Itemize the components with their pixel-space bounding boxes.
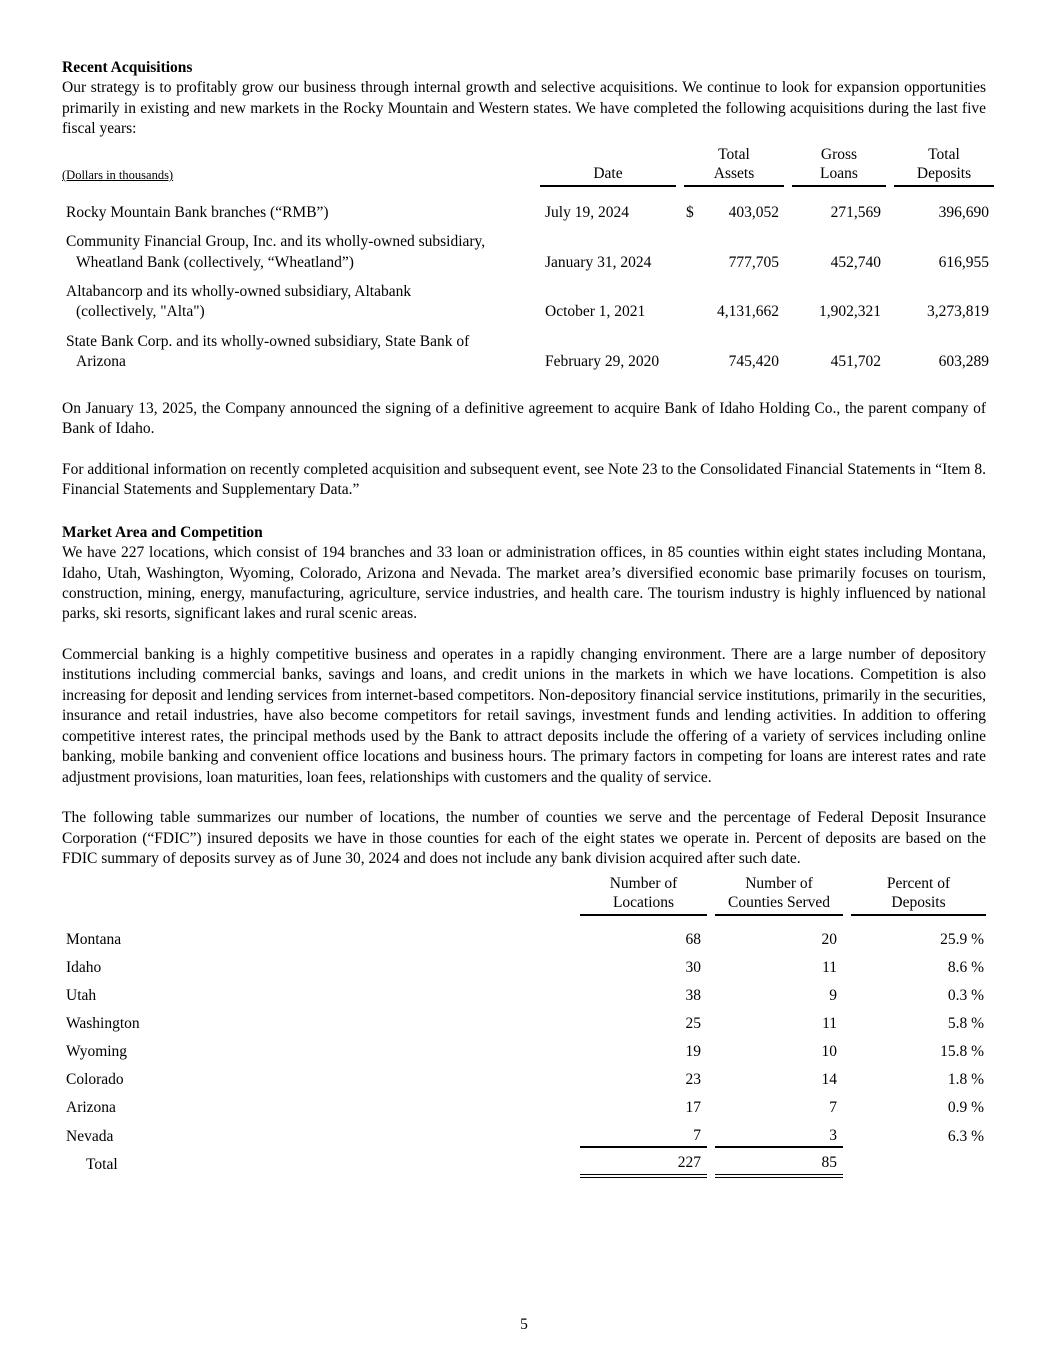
column-header-number-of-locations: Number of Locations (580, 875, 707, 915)
state-name: Colorado (66, 1070, 124, 1088)
state-name: Wyoming (66, 1043, 128, 1061)
locations-count: 30 (685, 959, 701, 977)
table-row (62, 186, 994, 223)
counties-count: 11 (822, 1015, 837, 1033)
acquisition-name: Community Financial Group, Inc. and its wholly-owned subsidiary, Wheatland Bank (collectively, “Wheatland”) (66, 233, 486, 271)
recent-acquisitions-section (62, 58, 989, 501)
total-counties: 85 (715, 1147, 843, 1175)
deposits-percent: 6.3 % (947, 1127, 984, 1145)
additional-info-paragraph: For additional information on recently completed acquisition and subsequent event, see Note 23 to the Consolidated Financial Statements in “Item 8. Financial Statements and Supplementary Data.” (62, 460, 986, 499)
state-name: Nevada (66, 1127, 114, 1145)
deposits-percent: 0.9 % (947, 1098, 984, 1116)
market-area-section (62, 523, 986, 1178)
locations-paragraph: We have 227 locations, which consist of 194 branches and 33 loan or administration offices, in 85 counties within eight states including Montana, Idaho, Utah, Washington, Wyoming, Colorado, Arizona and Nevada. The market area’s diversified economic base primarily focuses on tourism, construction, mining, energy, manufacturing, agriculture, service industries, and health care. The tourism industry is highly influenced by national parks, ski resorts, significant lakes and rural scenic areas. (62, 544, 986, 623)
locations-count: 19 (685, 1043, 701, 1061)
acquisitions-table-header-row (62, 146, 994, 186)
table-row (62, 273, 994, 323)
locations-count: 68 (685, 931, 701, 949)
acquisition-date: October 1, 2021 (545, 303, 646, 321)
deposits-percent: 15.8 % (940, 1043, 984, 1061)
table-row (62, 223, 994, 273)
locations-count: 7 (580, 1118, 707, 1147)
recent-acquisitions-intro-paragraph: Our strategy is to profitably grow our business through internal growth and selective acquisitions. We continue to look for expansion opportunities primarily in existing and new markets in the Rocky Mountain and Western states. We have completed the following acquisitions during the last five fiscal years: (62, 79, 986, 138)
locations-count: 23 (685, 1070, 701, 1088)
total-assets-value: $ 403,052 (684, 186, 784, 223)
total-assets-value: 777,705 (728, 253, 779, 271)
gross-loans-value: 1,902,321 (819, 303, 881, 321)
currency-symbol: $ (686, 203, 694, 221)
total-assets-value: 4,131,662 (717, 303, 779, 321)
acquisition-name: State Bank Corp. and its wholly-owned subsidiary, State Bank of Arizona (66, 332, 470, 371)
table-row (62, 323, 994, 373)
counties-count: 10 (821, 1043, 837, 1061)
column-header-total-assets: Total Assets (684, 146, 784, 186)
table-row (62, 915, 986, 950)
state-name: Washington (66, 1015, 140, 1033)
gross-loans-value: 451,702 (830, 353, 881, 371)
total-deposits-value: 603,289 (938, 353, 989, 371)
table-row (62, 1007, 986, 1035)
acquisition-name: Rocky Mountain Bank branches (“RMB”) (66, 203, 329, 221)
units-label: (Dollars in thousands) (62, 168, 174, 183)
total-percent-empty (851, 1147, 986, 1175)
page-number: 5 (520, 1315, 528, 1333)
total-assets-value: 745,420 (728, 353, 779, 371)
announcement-paragraph: On January 13, 2025, the Company announced the signing of a definitive agreement to acquire Bank of Idaho Holding Co., the parent company of Bank of Idaho. (62, 399, 986, 438)
table-intro-paragraph: The following table summarizes our number of locations, the number of counties we serve and the percentage of Federal Deposit Insurance Corporation (“FDIC”) insured deposits we have in those counties for each of the eight states we operate in. Percent of deposits are based on the FDIC summary of deposits survey as of June 30, 2024 and does not include any bank division acquired after such date. (62, 809, 986, 867)
table-row (62, 979, 986, 1007)
state-name: Utah (66, 987, 97, 1005)
counties-count: 11 (822, 959, 837, 977)
acquisitions-table (62, 146, 994, 373)
acquisition-date: July 19, 2024 (545, 203, 629, 221)
gross-loans-value: 452,740 (830, 253, 881, 271)
table-row (62, 951, 986, 979)
locations-count: 38 (685, 987, 701, 1005)
column-header-percent-of-deposits: Percent of Deposits (851, 875, 986, 915)
column-header-total-deposits: Total Deposits (894, 146, 994, 186)
state-name: Montana (66, 931, 122, 949)
state-name: Arizona (66, 1098, 116, 1116)
counties-count: 20 (821, 931, 837, 949)
column-header-counties-served: Number of Counties Served (715, 875, 843, 915)
acquisition-name: Altabancorp and its wholly-owned subsidiary, Altabank (collectively, "Alta") (66, 282, 412, 321)
counties-count: 14 (821, 1070, 837, 1088)
locations-count: 17 (685, 1098, 701, 1116)
column-header-gross-loans: Gross Loans (792, 146, 886, 186)
column-header-date: Date (540, 146, 676, 186)
deposits-percent: 25.9 % (940, 931, 984, 949)
recent-acquisitions-heading: Recent Acquisitions (62, 59, 193, 76)
table-row (62, 1090, 986, 1118)
market-area-heading: Market Area and Competition (62, 523, 263, 541)
acquisition-date: January 31, 2024 (545, 253, 652, 271)
deposits-percent: 0.3 % (947, 987, 984, 1005)
locations-count: 25 (685, 1015, 701, 1033)
counties-count: 7 (829, 1098, 837, 1116)
competition-paragraph: Commercial banking is a highly competitive business and operates in a rapidly changing environment. There are a large number of depository institutions including commercial banks, savings and loans, and credit unions in the markets in which we have locations. Competition is also increasing for deposit and lending services from internet-based competitors. Non-depository financial service institutions, primarily in the securities, insurance and retail industries, have also become competitors for retail savings, investment funds and lending activities. In addition to offering competitive interest rates, the principal methods used by the Bank to attract deposits include the offering of a variety of services including online banking, mobile banking and convenient office locations and business hours. The primary factors in competing for loans are interest rates and rate adjustment provisions, loan maturities, loan fees, relationships with customers and the quality of service. (62, 645, 986, 786)
locations-table (62, 875, 986, 1177)
table-total-row (62, 1147, 986, 1175)
table-row (62, 1062, 986, 1090)
gross-loans-value: 271,569 (830, 203, 881, 221)
acquisition-date: February 29, 2020 (545, 353, 660, 371)
total-deposits-value: 396,690 (938, 203, 989, 221)
total-deposits-value: 3,273,819 (927, 303, 989, 321)
deposits-percent: 8.6 % (947, 959, 984, 977)
total-locations: 227 (580, 1147, 707, 1175)
total-label: Total (86, 1156, 118, 1174)
table-row (62, 1118, 986, 1147)
deposits-percent: 5.8 % (947, 1015, 984, 1033)
table-row (62, 1035, 986, 1063)
deposits-percent: 1.8 % (947, 1070, 984, 1088)
state-name: Idaho (66, 959, 102, 977)
counties-count: 9 (829, 987, 837, 1005)
counties-count: 3 (715, 1118, 843, 1147)
locations-table-header-row (62, 875, 986, 915)
total-deposits-value: 616,955 (938, 253, 989, 271)
